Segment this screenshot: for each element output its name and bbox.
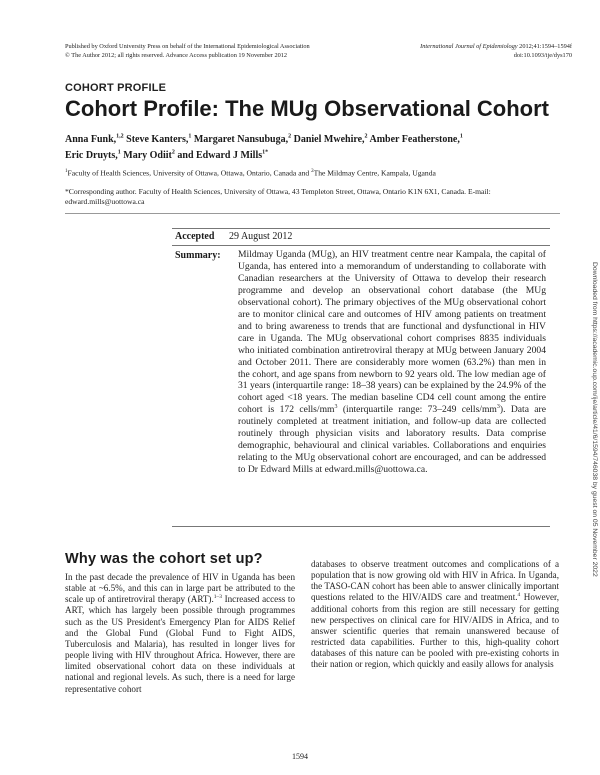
author: Margaret Nansubuga,$^2$ [193, 134, 292, 146]
section-heading: Why was the cohort set up? [65, 551, 263, 567]
author: Eric Druyts,$^1$ [65, 149, 121, 161]
header-divider [65, 213, 560, 214]
copyright-line: © The Author 2012; all rights reserved. Advance Access publication 19 November 2012 [65, 52, 288, 59]
author: Steve Kanters,$^1$ [126, 134, 192, 146]
body-column-left: In the past decade the prevalence of HIV in Uganda has been stable at ~6.5%, and this can in large part be attributed to the scale up of antiretroviral therapy (ART).$^{1-3}$ Increased access to ART, which has largely been possible through programmes such as the US President's Emergency Plan for AIDS Relief and the Global Fund (Global Fund to Fight AIDS, Tuberculosis and Malaria), has resulted in longer lives for people living with HIV throughout Africa. However, there are limited observational cohort data on these individuals at national and regional levels. As such, there is a need for large representative cohort [65, 572, 295, 694]
publisher-line: Published by Oxford University Press on behalf of the International Epidemiological Association [65, 43, 310, 50]
author: Daniel Mwehire,$^2$ [293, 134, 368, 146]
affiliations: $^1$Faculty of Health Sciences, University of Ottawa, Ottawa, Ontario, Canada and $^2$The Mildmay Centre, Kampala, Uganda [65, 168, 436, 178]
doi[interactable]: doi:10.1093/ije/dys170 [513, 52, 572, 59]
author: Amber Featherstone,$^1$ [369, 134, 463, 146]
journal-name: International Journal of Epidemiology [420, 43, 518, 50]
author: Edward J Mills$^{1*}$ [196, 149, 269, 161]
author: Mary Odiit$^2$ and [123, 149, 197, 161]
page-number: 1594 [292, 752, 308, 761]
body-column-right: databases to observe treatment outcomes and complications of a population that is now growing old with HIV in Africa. In Uganda, the TASO-CAN cohort has been able to answer clinically important questions related to the HIV/AIDS care and treatment.$^4$ However, additional cohorts from this region are still necessary for getting new perspectives on clinical care for HIV/AIDS in Africa, and to answer scientific queries that remain unanswered because of restricted data capabilities. Further to this, high-quality cohort databases of this nature can be pooled with pre-existing cohorts in their nation or region, which quickly and easily allows for analysis [311, 559, 559, 670]
reference-link[interactable]: 4 [517, 592, 521, 599]
citation-range: 2012;41:1594–1594f [517, 43, 572, 50]
summary-label: Summary: [175, 250, 221, 261]
accepted-label: Accepted [175, 231, 215, 242]
author: Anna Funk,$^{1,2}$ [65, 134, 124, 146]
abstract-rule-top [172, 228, 550, 229]
section-label: COHORT PROFILE [65, 82, 167, 94]
corresponding-author: *Corresponding author. Faculty of Health Sciences, University of Ottawa, 43 Templeton Street, Ottawa, Ontario K1N 6X1, Canada. E-mail: edward.mills@uottowa.ca [65, 187, 491, 206]
author-list [65, 131, 555, 162]
abstract-rule-bottom [172, 526, 550, 527]
accepted-date: 29 August 2012 [229, 231, 293, 242]
reference-link[interactable]: 1–3 [213, 594, 222, 601]
summary-text: Mildmay Uganda (MUg), an HIV treatment centre near Kampala, the capital of Uganda, has entered into a memorandum of understanding to collaborate with Canadian researchers at the University of Ottawa to develop their research programme and develop an observational cohort database (the MUg observational cohort). The primary objectives of the MUg observational cohort are to monitor clinical care and outcomes of HIV among patients on treatment and to bring awareness to trends that are functional and dysfunctional in HIV care in Uganda. The MUg observational cohort comprises 8835 individuals who initiated combination antiretroviral therapy at MUg between January 2004 and October 2011. There are considerably more women (63.2%) than men in the cohort, and age spans from newborn to 92 years old. The low median age of 31 years (interquartile range: 18–38 years) can be explained by the 24.9% of the cohort aged <18 years. The median baseline CD4 cell count among the entire cohort is 172 cells/$mm^3$ (interquartile range: 73–249 cells/$mm^3$). Data are routinely completed at treatment initiation, and follow-up data are collected routinely through physician visits and laboratory results. Data comprise demographic, behavioural and clinical variables. Collaborations and enquiries relating to the MUg observational cohort are encouraged, and can be addressed to Dr Edward Mills at edward.mills@uottowa.ca. [238, 249, 547, 476]
paper-title: Cohort Profile: The MUg Observational Cohort [65, 96, 550, 121]
journal-citation [312, 42, 572, 60]
download-watermark: Downloaded from https://academic.oup.com/ije/article/41/6/1594/746038 by guest on 05 November 2022 [591, 262, 598, 577]
abstract-rule-mid [172, 245, 550, 246]
